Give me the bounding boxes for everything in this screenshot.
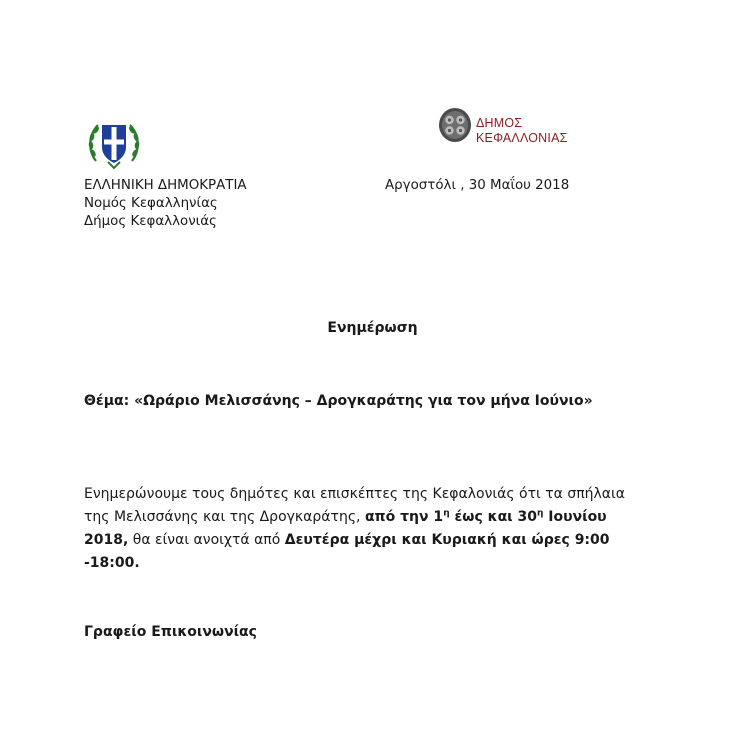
logo-text-line1: ΔΗΜΟΣ	[476, 116, 523, 130]
document-heading: Ενημέρωση	[327, 320, 418, 336]
logo-text-line2: ΚΕΦΑΛΛΟΝΙΑΣ	[476, 131, 568, 145]
body-text-intro: Ενημερώνουμε τους δημότες και επισκέπτες της Κεφαλονιάς ότι τα σπήλαια της Μελισσάνης και της Δρογκαράτης,	[84, 486, 625, 525]
logo-text	[476, 116, 568, 146]
sender-block	[84, 177, 247, 231]
sender-line-prefecture: Νομός Κεφαλληνίας	[84, 196, 218, 211]
body-text-open: θα είναι ανοιχτά από	[128, 532, 285, 548]
document-date: Αργοστόλι , 30 Μαΐου 2018	[385, 178, 570, 193]
document-subject: Θέμα: «Ωράριο Μελισσάνης – Δρογκαράτης για τον μήνα Ιούνιο»	[84, 393, 593, 409]
ordinal-superscript-to: η	[537, 508, 544, 519]
greek-coat-of-arms-icon	[86, 115, 142, 171]
body-date-from: από την 1	[364, 509, 444, 525]
dimos-kefallonias-logo	[438, 107, 588, 151]
body-date-to: έως και 30	[449, 509, 537, 525]
signature-office: Γραφείο Επικοινωνίας	[84, 624, 257, 640]
sender-line-country: ΕΛΛΗΝΙΚΗ ΔΗΜΟΚΡΑΤΙΑ	[84, 178, 247, 193]
body-month-year: Ιουνίου 2018,	[84, 509, 607, 548]
municipality-seal-icon	[438, 107, 472, 143]
sender-line-municipality: Δήμος Κεφαλλονιάς	[84, 214, 217, 229]
body-opening-hours: Δευτέρα μέχρι και Κυριακή και ώρες 9:00 -18:00.	[84, 532, 610, 571]
ordinal-superscript-from: η	[443, 508, 450, 519]
body-paragraph	[84, 483, 644, 575]
